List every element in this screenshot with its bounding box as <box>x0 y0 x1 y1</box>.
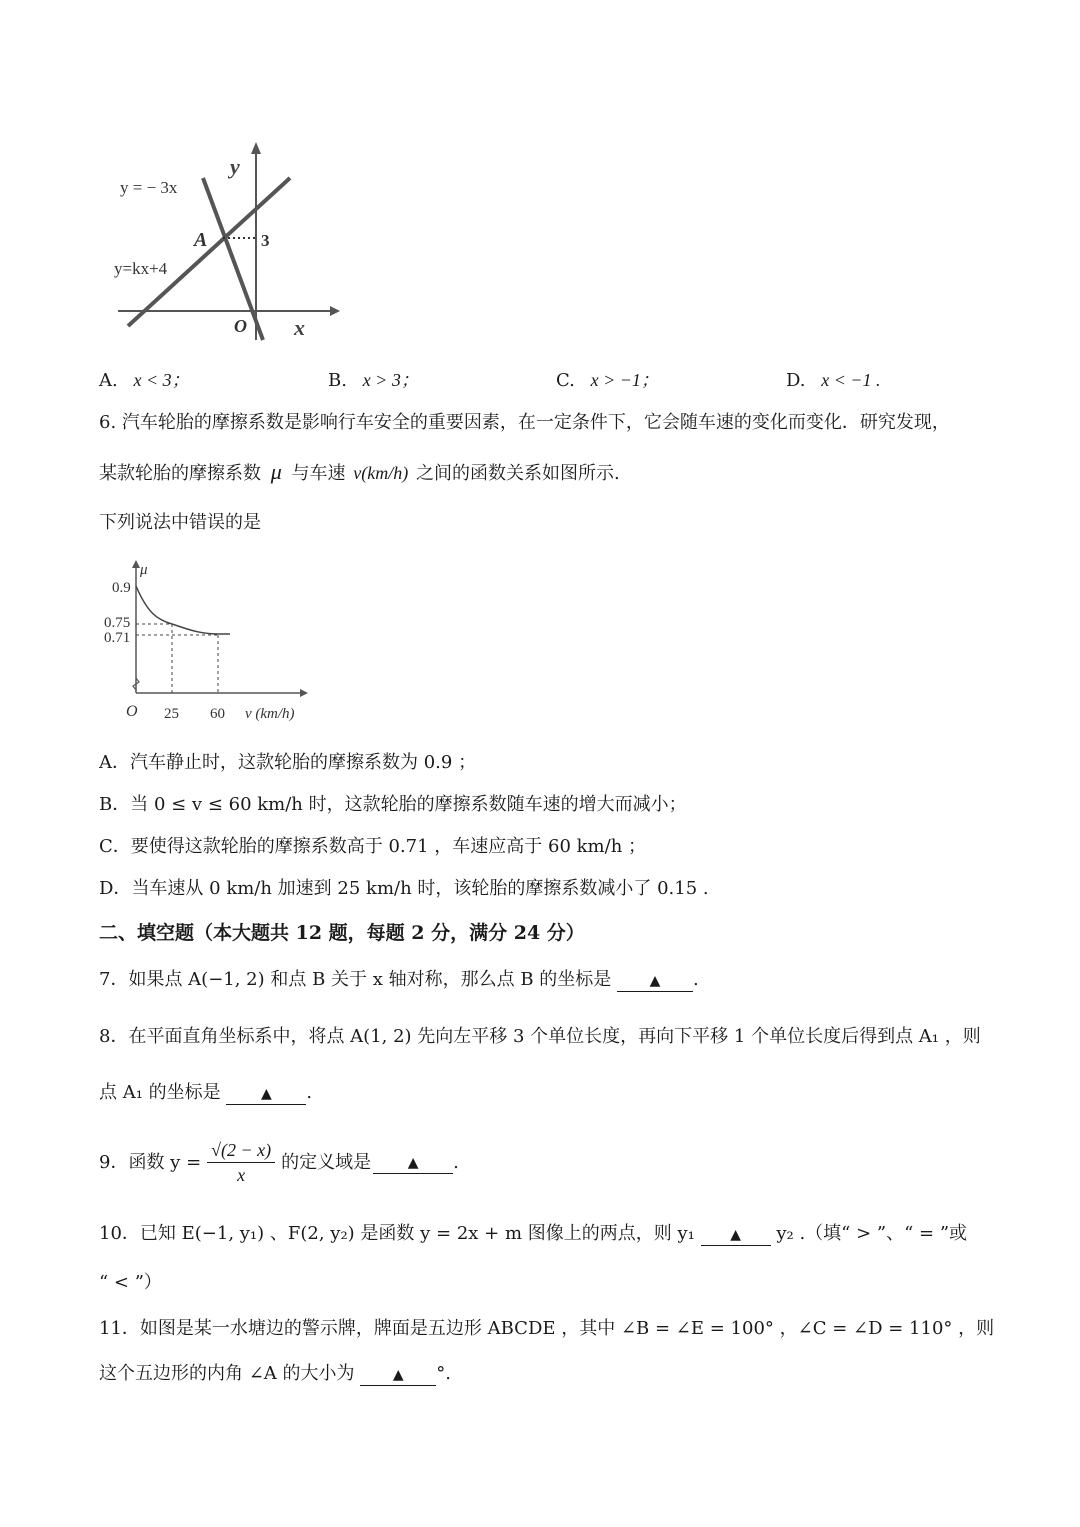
q7-end: . <box>693 969 699 990</box>
q6-line3: 下列说法中错误的是 <box>99 512 261 533</box>
q8-answer-mark: ▲ <box>261 1086 272 1102</box>
q11-line2 <box>99 1362 451 1386</box>
q5-point-a-label: A <box>194 229 208 251</box>
q6-line2-c: 之间的函数关系如图所示. <box>415 463 620 484</box>
q6-y-tick-075: 0.75 <box>104 615 131 631</box>
q10-answer-blank <box>701 1224 771 1246</box>
q6-y-axis-label: μ <box>140 562 148 578</box>
q6-x-tick-60: 60 <box>210 706 225 722</box>
q6-option-b-label: B． <box>99 794 131 815</box>
q5-option-b <box>328 368 419 393</box>
q10-line1 <box>99 1222 967 1246</box>
q9 <box>99 1138 459 1187</box>
q5-tick-3-label: 3 <box>261 231 270 250</box>
q6-option-d-text: 当车速从 0 km/h 加速到 25 km/h 时，该轮胎的摩擦系数减小了 0.15 . <box>131 878 709 899</box>
q11-end: °. <box>436 1363 451 1384</box>
q9-answer-blank <box>373 1152 453 1174</box>
q6-origin-label: O <box>126 703 138 720</box>
q6-x-axis-label: v (km/h) <box>245 706 295 722</box>
q5-option-a <box>99 368 190 393</box>
q9-end: . <box>453 1151 459 1173</box>
q6-y-tick-09: 0.9 <box>112 580 131 596</box>
q8-line2 <box>99 1081 312 1105</box>
q6-figure <box>100 560 320 728</box>
q8-line2-text: 点 A₁ 的坐标是 <box>99 1082 221 1103</box>
q6-line1: 6. 汽车轮胎的摩擦系数是影响行车安全的重要因素，在一定条件下，它会随车速的变化而变化．研究发现， <box>99 412 950 433</box>
q5-option-b-text: x > 3； <box>362 370 419 390</box>
q6-option-c-text: 要使得这款轮胎的摩擦系数高于 0.71 ，车速应高于 60 km/h ； <box>130 836 647 857</box>
q8-line1: 8．在平面直角坐标系中，将点 A(1, 2) 先向左平移 3 个单位长度，再向下平移 1 个单位长度后得到点 A₁ ，则 <box>99 1026 981 1047</box>
q5-figure <box>108 140 348 350</box>
q10-line1-a: 10．已知 E(−1, y₁) 、F(2, y₂) 是函数 y = 2x + m 图像上的两点，则 y₁ <box>99 1223 695 1244</box>
q7-answer-blank <box>617 970 693 992</box>
q6-option-a-text: 汽车静止时，这款轮胎的摩擦系数为 0.9 ； <box>130 752 477 773</box>
q5-line2-label: y=kx+4 <box>114 259 168 278</box>
q11-answer-blank <box>360 1364 436 1386</box>
q6-line2 <box>99 460 620 486</box>
q6-option-c-label: C． <box>99 836 131 857</box>
q6-x-tick-25: 25 <box>164 706 179 722</box>
q5-y-axis-label: y <box>230 154 240 179</box>
q11-answer-mark: ▲ <box>392 1367 404 1383</box>
q10-line1-b: y₂ .（填“ > ”、“ = ”或 <box>776 1223 968 1244</box>
q6-speed-unit: v(km/h) <box>353 463 409 483</box>
q6-line2-b: 与车速 <box>291 463 346 484</box>
q9-suffix: 的定义域是 <box>281 1151 372 1173</box>
q5-option-a-text: x < 3； <box>133 370 190 390</box>
q10-answer-mark: ▲ <box>730 1227 741 1243</box>
q6-line2-a: 某款轮胎的摩擦系数 <box>99 463 261 484</box>
q8-end: . <box>306 1082 313 1103</box>
q9-denominator: x <box>237 1165 246 1185</box>
q8-answer-blank <box>226 1083 306 1105</box>
q5-option-d <box>786 368 881 393</box>
section2-title: 二、填空题（本大题共 12 题，每题 2 分，满分 24 分） <box>99 922 585 944</box>
q5-origin-label: O <box>234 316 247 336</box>
q6-option-b-text: 当 0 ≤ v ≤ 60 km/h 时，这款轮胎的摩擦系数随车速的增大而减小； <box>130 794 687 815</box>
q10-line2: “ < ”） <box>99 1272 162 1293</box>
q6-option-a <box>99 751 476 775</box>
q6-option-d-label: D． <box>99 878 132 899</box>
q5-option-b-label: B. <box>328 370 347 391</box>
q7 <box>99 968 699 992</box>
q5-option-d-label: D. <box>786 370 806 391</box>
q6-option-c <box>99 835 646 859</box>
q11-line1: 11．如图是某一水塘边的警示牌，牌面是五边形 ABCDE ，其中 ∠B = ∠E = 100° ，∠C = ∠D = 110° ，则 <box>99 1318 995 1339</box>
q9-fraction <box>207 1138 275 1187</box>
q5-x-axis-label: x <box>294 315 305 340</box>
q6-option-a-label: A． <box>99 752 130 773</box>
q6-y-tick-071: 0.71 <box>104 630 131 646</box>
q5-option-c-label: C. <box>556 370 575 391</box>
q6-option-d <box>99 877 709 901</box>
q5-option-c <box>556 368 659 393</box>
q9-numerator: √(2 − x) <box>207 1138 275 1163</box>
q5-option-c-text: x > −1； <box>590 370 659 390</box>
q11-line2-text: 这个五边形的内角 ∠A 的大小为 <box>99 1363 355 1384</box>
q9-prefix: 9．函数 y = <box>99 1151 202 1173</box>
q9-answer-mark: ▲ <box>407 1154 419 1171</box>
q5-line1-label: y = − 3x <box>120 178 178 197</box>
q5-option-a-label: A. <box>99 370 118 391</box>
q7-text: 7．如果点 A(−1, 2) 和点 B 关于 x 轴对称，那么点 B 的坐标是 <box>99 969 612 990</box>
q5-option-d-text: x < −1 . <box>821 370 881 390</box>
q6-mu-symbol: μ <box>270 459 282 484</box>
q7-answer-mark: ▲ <box>649 973 661 989</box>
q6-option-b <box>99 793 687 817</box>
